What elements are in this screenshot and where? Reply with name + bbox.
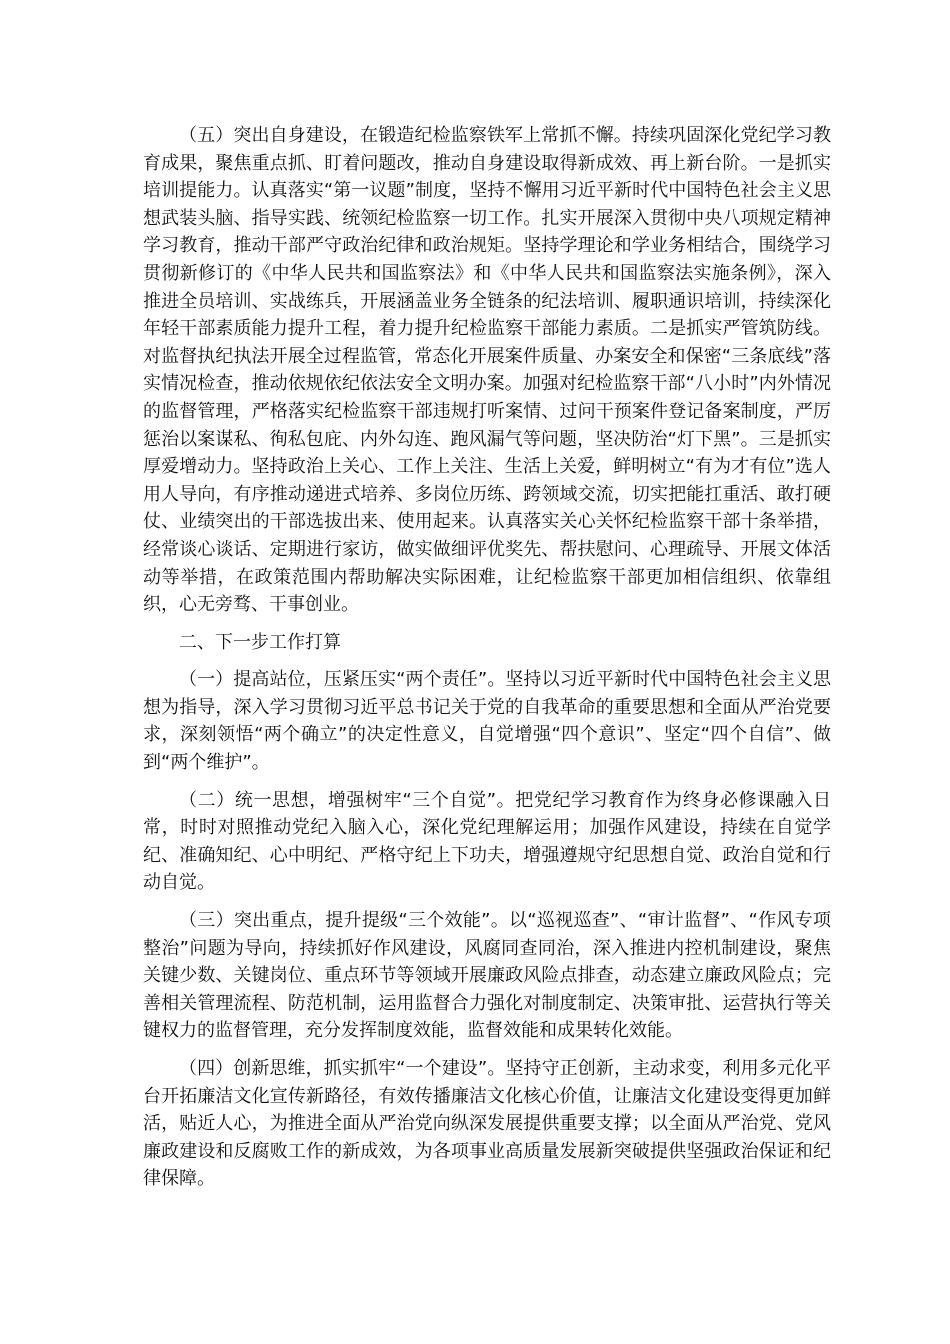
paragraph-three-efficiencies: （三）突出重点，提升提级“三个效能”。以“巡视巡查”、“审计监督”、“作风专项整治”问题为导向，持续抓好作风建设，风腐同查同治，深入推进内控机制建设，聚焦关键少数、关键岗位、重点环节等领域开展廉政风险点排查，动态建立廉政风险点；完善相关管理流程、防范机制，运用监督合力强化对制度制定、决策审批、运营执行等关键权力的监督管理，充分发挥制度效能，监督效能和成果转化效能。 xyxy=(143,910,831,1042)
paragraph-three-consciousness: （二）统一思想，增强树牢“三个自觉”。把党纪学习教育作为终身必修课融入日常，时时对照推动党纪入脑入心，深化党纪理解运用；加强作风建设，持续在自觉学纪、准确知纪、心中明纪、严格守纪上下功夫，增强遵规守纪思想自觉、政治自觉和行动自觉。 xyxy=(143,789,831,894)
paragraph-self-building: （五）突出自身建设，在锻造纪检监察铁军上常抓不懈。持续巩固深化党纪学习教育成果，聚焦重点抓、盯着问题改，推动自身建设取得新成效、再上新台阶。一是抓实培训提能力。认真落实“第一议题”制度，坚持不懈用习近平新时代中国特色社会主义思想武装头脑、指导实践、统领纪检监察一切工作。扎实开展深入贯彻中央八项规定精神学习教育，推动干部严守政治纪律和政治规矩。坚持学理论和学业务相结合，围绕学习贯彻新修订的《中华人民共和国监察法》和《中华人民共和国监察法实施条例》，深入推进全员培训、实战练兵，开展涵盖业务全链条的纪法培训、履职通识培训，持续深化年轻干部素质能力提升工程，着力提升纪检监察干部能力素质。二是抓实严管筑防线。对监督执纪执法开展全过程监管，常态化开展案件质量、办案安全和保密“三条底线”落实情况检查，推动依规依纪依法安全文明办案。加强对纪检监察干部“八小时”内外情况的监督管理，严格落实纪检监察干部违规打听案情、过问干预案件登记备案制度，严厉惩治以案谋私、徇私包庇、内外勾连、跑风漏气等问题，坚决防治“灯下黑”。三是抓实厚爱增动力。坚持政治上关心、工作上关注、生活上关爱，鲜明树立“有为才有位”选人用人导向，有序推动递进式培养、多岗位历练、跨领域交流，切实把能扛重活、敢打硬仗、业绩突出的干部选拔出来、使用起来。认真落实关心关怀纪检监察干部十条举措，经常谈心谈话、定期进行家访，做实做细评优奖先、帮扶慰问、心理疏导、开展文体活动等举措，在政策范围内帮助解决实际困难，让纪检监察干部更加相信组织、依靠组织，心无旁骛、干事创业。 xyxy=(143,125,831,616)
section-heading-next-steps: 二、下一步工作打算 xyxy=(179,631,341,653)
paragraph-two-responsibilities: （一）提高站位，压紧压实“两个责任”。坚持以习近平新时代中国特色社会主义思想为指导，深入学习贯彻习近平总书记关于党的自我革命的重要思想和全面从严治党要求，深刻领悟“两个确立”的决定性意义，自觉增强“四个意识”、坚定“四个自信”、做到“两个维护”。 xyxy=(143,669,831,774)
paragraph-one-construction: （四）创新思维，抓实抓牢“一个建设”。坚持守正创新，主动求变，利用多元化平台开拓廉洁文化宣传新路径，有效传播廉洁文化核心价值，让廉洁文化建设变得更加鲜活，贴近人心，为推进全面从严治党向纵深发展提供重要支撑；以全面从严治党、党风廉政建设和反腐败工作的新成效，为各项事业高质量发展新突破提供坚强政治保证和纪律保障。 xyxy=(143,1058,831,1190)
document-body xyxy=(143,122,831,1203)
